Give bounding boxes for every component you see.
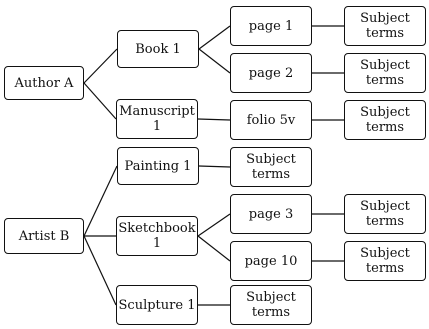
node-label: Artist B <box>18 228 70 244</box>
connector-book_1-to-page_1 <box>199 26 230 49</box>
node-label: Subject terms <box>360 58 410 88</box>
connector-manuscript_1-to-folio_5v <box>198 119 230 120</box>
node-subject-terms <box>344 6 426 46</box>
connector-painting_1-to-subj_painting <box>199 166 230 167</box>
node-book-1 <box>117 30 199 68</box>
node-label: page 2 <box>248 65 294 81</box>
node-label: Subject terms <box>360 246 410 276</box>
node-page-10 <box>230 241 312 281</box>
node-painting-1 <box>117 147 199 185</box>
node-subject-terms <box>344 100 426 140</box>
connector-artist_b-to-sculpture_1 <box>84 236 116 305</box>
node-sculpture-1 <box>116 285 198 325</box>
node-subject-terms <box>230 285 312 325</box>
node-subject-terms <box>344 53 426 93</box>
node-label: Manuscript 1 <box>119 104 195 134</box>
node-label: page 1 <box>248 18 294 34</box>
node-label: Subject terms <box>246 152 296 182</box>
node-subject-terms <box>344 194 426 234</box>
node-label: Painting 1 <box>124 158 192 174</box>
node-label: Subject terms <box>360 11 410 41</box>
connector-book_1-to-page_2 <box>199 49 230 73</box>
node-subject-terms <box>230 147 312 187</box>
node-label: Subject terms <box>360 105 410 135</box>
node-label: folio 5v <box>246 112 296 128</box>
node-label: Author A <box>14 75 74 91</box>
node-sketchbook-1 <box>116 216 198 256</box>
connector-sketchbook_1-to-page_3 <box>198 214 230 236</box>
node-label: Book 1 <box>135 41 181 57</box>
node-page-1 <box>230 6 312 46</box>
node-page-2 <box>230 53 312 93</box>
node-folio-5v <box>230 100 312 140</box>
node-label: Sketchbook 1 <box>118 221 196 251</box>
node-author-a <box>4 66 84 100</box>
node-label: Subject terms <box>360 199 410 229</box>
connector-sketchbook_1-to-page_10 <box>198 236 230 261</box>
node-manuscript-1 <box>116 99 198 139</box>
node-artist-b <box>4 218 84 254</box>
node-label: Sculpture 1 <box>118 297 196 313</box>
connector-author_a-to-book_1 <box>84 49 117 83</box>
node-label: page 10 <box>244 253 298 269</box>
node-label: Subject terms <box>246 290 296 320</box>
connector-artist_b-to-painting_1 <box>84 166 117 236</box>
node-label: page 3 <box>248 206 294 222</box>
node-page-3 <box>230 194 312 234</box>
node-subject-terms <box>344 241 426 281</box>
connector-author_a-to-manuscript_1 <box>84 83 116 119</box>
